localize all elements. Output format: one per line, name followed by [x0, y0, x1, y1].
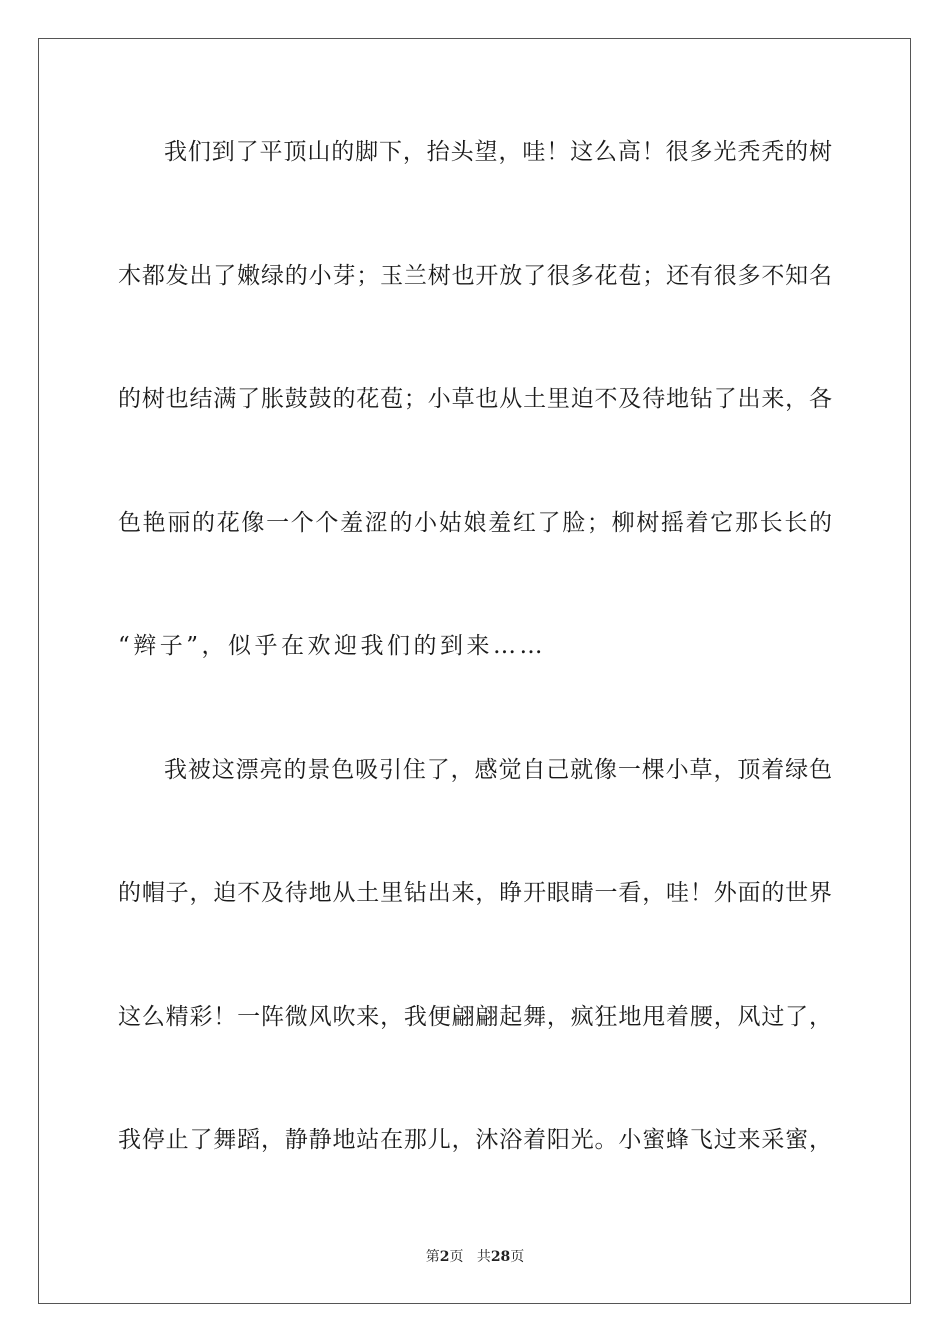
- text-line-3: 的树也结满了胀鼓鼓的花苞；小草也从土里迫不及待地钻了出来，各: [118, 386, 832, 412]
- total-suffix: 页: [510, 1249, 525, 1265]
- page-number: 2: [439, 1249, 450, 1265]
- page-suffix: 页: [449, 1249, 464, 1265]
- text-line-7: 的帽子，迫不及待地从土里钻出来，睁开眼睛一看，哇！外面的世界: [118, 880, 832, 906]
- page-border: [38, 38, 911, 1304]
- text-line-5: “辫子”，似乎在欢迎我们的到来……: [118, 633, 547, 659]
- text-line-1: 我们到了平顶山的脚下，抬头望，哇！这么高！很多光秃秃的树: [164, 139, 832, 165]
- text-line-8: 这么精彩！一阵微风吹来，我便翩翩起舞，疯狂地甩着腰，风过了，: [118, 1004, 832, 1030]
- total-pages: 28: [490, 1249, 511, 1265]
- total-prefix: 共: [476, 1249, 491, 1265]
- text-line-2: 木都发出了嫩绿的小芽；玉兰树也开放了很多花苞；还有很多不知名: [118, 263, 832, 289]
- text-line-9: 我停止了舞蹈，静静地站在那儿，沐浴着阳光。小蜜蜂飞过来采蜜，: [118, 1127, 832, 1153]
- page-footer: [0, 1248, 950, 1266]
- text-line-6: 我被这漂亮的景色吸引住了，感觉自己就像一棵小草，顶着绿色: [164, 757, 832, 783]
- text-line-4: 色艳丽的花像一个个羞涩的小姑娘羞红了脸；柳树摇着它那长长的: [118, 510, 832, 536]
- page-prefix: 第: [425, 1249, 440, 1265]
